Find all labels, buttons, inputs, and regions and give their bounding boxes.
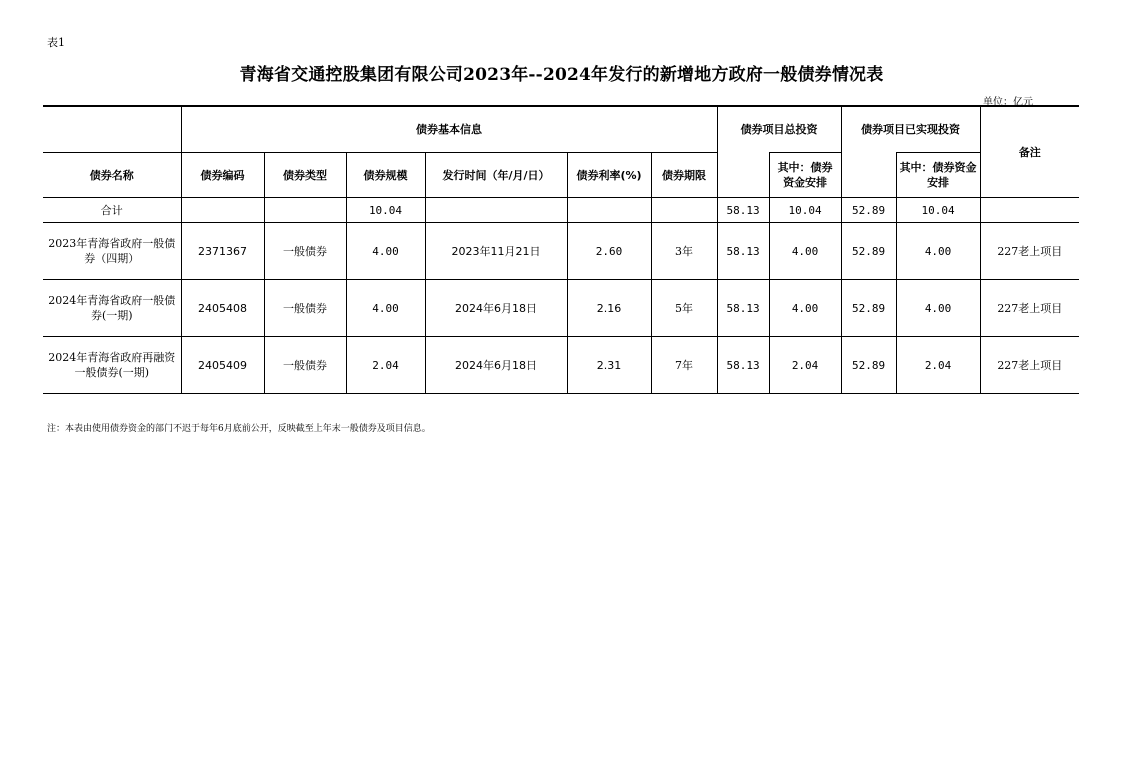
realized-investment: 52.89	[841, 280, 896, 337]
header-realized-of-which: 其中：债券资金安排	[896, 153, 980, 198]
bond-type: 一般债券	[264, 337, 346, 394]
header-realized-investment: 债券项目已实现投资	[841, 106, 980, 153]
remarks: 227老上项目	[980, 223, 1079, 280]
document-title: 青海省交通控股集团有限公司2023年--2024年发行的新增地方政府一般债券情况表	[239, 65, 884, 85]
total-investment: 58.13	[717, 280, 769, 337]
realized-investment-of-which: 4.00	[896, 280, 980, 337]
total-remarks-cell	[980, 198, 1079, 223]
total-investment: 58.13	[717, 337, 769, 394]
total-date-cell	[425, 198, 567, 223]
header-empty-cell	[43, 106, 181, 153]
realized-investment: 52.89	[841, 337, 896, 394]
bond-code: 2405408	[181, 280, 264, 337]
realized-investment: 52.89	[841, 223, 896, 280]
total-label: 合计	[43, 198, 181, 223]
bond-type: 一般债券	[264, 223, 346, 280]
table-label: 表1	[47, 36, 65, 49]
bond-info-table	[43, 105, 1079, 394]
remarks: 227老上项目	[980, 280, 1079, 337]
table-row	[43, 223, 1079, 280]
total-row	[43, 198, 1079, 223]
total-rate-cell	[567, 198, 651, 223]
bond-code: 2371367	[181, 223, 264, 280]
table-row	[43, 337, 1079, 394]
unit-label: 单位：亿元	[983, 97, 1033, 108]
header-total-of-which: 其中：债券资金安排	[769, 153, 841, 198]
issue-date: 2023年11月21日	[425, 223, 567, 280]
bond-scale: 2.04	[346, 337, 425, 394]
header-total-investment-blank	[717, 153, 769, 198]
interest-rate: 2.60	[567, 223, 651, 280]
issue-date: 2024年6月18日	[425, 337, 567, 394]
header-bond-code: 债券编码	[181, 153, 264, 198]
interest-rate: 2.16	[567, 280, 651, 337]
table-row	[43, 280, 1079, 337]
total-investment-of-which: 10.04	[769, 198, 841, 223]
realized-investment-of-which: 4.00	[896, 223, 980, 280]
bond-name: 2024年青海省政府再融资一般债券(一期)	[43, 337, 181, 394]
bond-type: 一般债券	[264, 280, 346, 337]
header-bond-type: 债券类型	[264, 153, 346, 198]
total-term-cell	[651, 198, 717, 223]
header-basic-info: 债券基本信息	[181, 106, 717, 153]
header-interest-rate: 债券利率(%)	[567, 153, 651, 198]
bond-name: 2024年青海省政府一般债券(一期)	[43, 280, 181, 337]
total-realized-of-which: 10.04	[896, 198, 980, 223]
remarks: 227老上项目	[980, 337, 1079, 394]
header-realized-investment-blank	[841, 153, 896, 198]
header-bond-term: 债券期限	[651, 153, 717, 198]
bond-term: 7年	[651, 337, 717, 394]
total-scale: 10.04	[346, 198, 425, 223]
bond-name: 2023年青海省政府一般债券（四期）	[43, 223, 181, 280]
table-header-row-2	[43, 153, 1079, 198]
bond-code: 2405409	[181, 337, 264, 394]
header-issue-date: 发行时间（年/月/日）	[425, 153, 567, 198]
footnote: 注：本表由使用债券资金的部门不迟于每年6月底前公开，反映截至上年末一般债券及项目信息。	[47, 424, 431, 434]
total-investment: 58.13	[717, 223, 769, 280]
total-investment-of-which: 4.00	[769, 280, 841, 337]
total-investment-of-which: 2.04	[769, 337, 841, 394]
header-bond-name: 债券名称	[43, 153, 181, 198]
total-type-cell	[264, 198, 346, 223]
total-investment-of-which: 4.00	[769, 223, 841, 280]
total-realized-investment: 52.89	[841, 198, 896, 223]
bond-term: 3年	[651, 223, 717, 280]
header-bond-scale: 债券规模	[346, 153, 425, 198]
interest-rate: 2.31	[567, 337, 651, 394]
total-code-cell	[181, 198, 264, 223]
header-remarks: 备注	[980, 106, 1079, 198]
total-investment: 58.13	[717, 198, 769, 223]
bond-scale: 4.00	[346, 280, 425, 337]
bond-scale: 4.00	[346, 223, 425, 280]
bond-term: 5年	[651, 280, 717, 337]
issue-date: 2024年6月18日	[425, 280, 567, 337]
realized-investment-of-which: 2.04	[896, 337, 980, 394]
header-total-investment: 债券项目总投资	[717, 106, 841, 153]
table-header-row-1	[43, 106, 1079, 153]
